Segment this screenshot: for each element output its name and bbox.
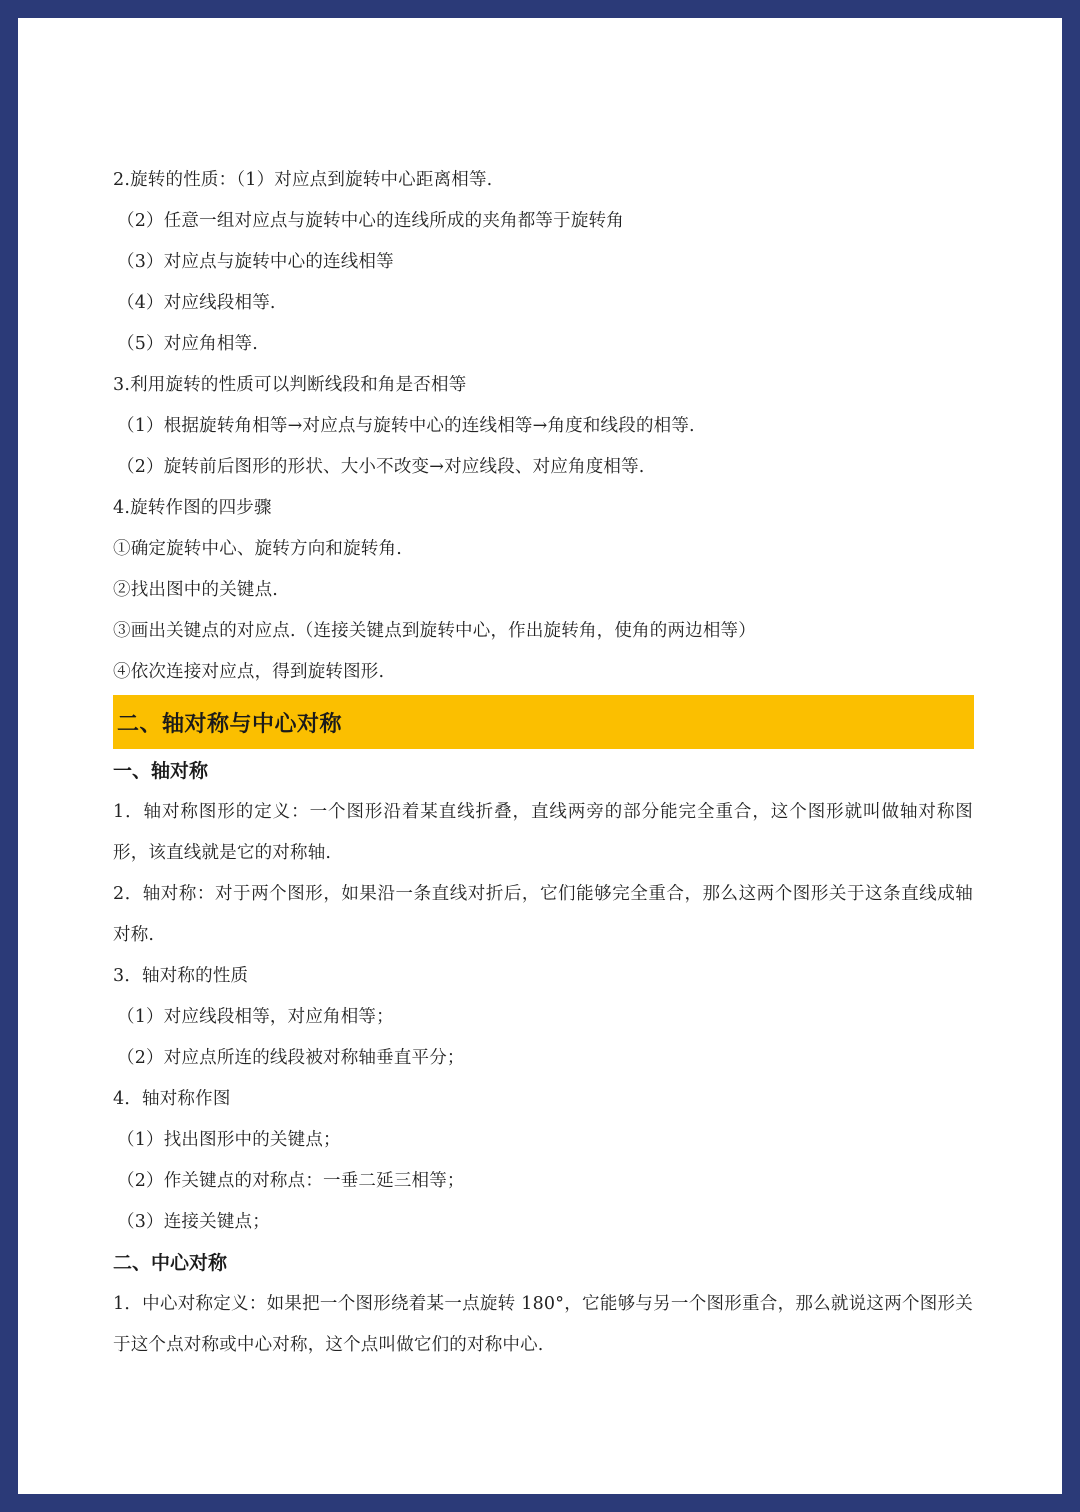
axial-figure-definition: 1．轴对称图形的定义：一个图形沿着某直线折叠，直线两旁的部分能完全重合，这个图形就叫做轴对称图形，该直线就是它的对称轴. (113, 802, 973, 863)
axial-property-item: （1）对应线段相等，对应角相等； (117, 1007, 394, 1027)
axial-drawing-item: （3）连接关键点； (117, 1212, 270, 1232)
section-banner-title: 二、轴对称与中心对称 (117, 711, 343, 737)
rotation-judge-item: （2）旋转前后图形的形状、大小不改变→对应线段、对应角度相等. (117, 457, 645, 477)
axial-drawing-item: （2）作关键点的对称点：一垂二延三相等； (117, 1171, 465, 1191)
axial-drawing-item: （1）找出图形中的关键点； (117, 1130, 341, 1150)
rotation-judge-item: （1）根据旋转角相等→对应点与旋转中心的连线相等→角度和线段的相等. (117, 416, 695, 436)
rotation-property-item: （5）对应角相等. (117, 334, 258, 354)
rotation-property-item: （3）对应点与旋转中心的连线相等 (117, 252, 394, 272)
axial-symmetry-heading: 一、轴对称 (113, 760, 209, 782)
rotation-step-item: ③画出关键点的对应点.（连接关键点到旋转中心，作出旋转角，使角的两边相等） (113, 621, 756, 641)
section-banner (113, 695, 974, 749)
rotation-step-item: ②找出图中的关键点. (113, 580, 279, 600)
axial-symmetry-definition: 2．轴对称：对于两个图形，如果沿一条直线对折后，它们能够完全重合，那么这两个图形关于这条直线成轴对称. (113, 884, 973, 945)
document-page (18, 18, 1062, 1494)
rotation-property-item: （4）对应线段相等. (117, 293, 276, 313)
rotation-steps-title: 4.旋转作图的四步骤 (113, 498, 272, 518)
central-symmetry-definition: 1．中心对称定义：如果把一个图形绕着某一点旋转 180°，它能够与另一个图形重合，那么就说这两个图形关于这个点对称或中心对称，这个点叫做它们的对称中心. (113, 1294, 973, 1355)
rotation-judge-title: 3.利用旋转的性质可以判断线段和角是否相等 (113, 375, 467, 395)
rotation-property-item: （2）任意一组对应点与旋转中心的连线所成的夹角都等于旋转角 (117, 211, 624, 231)
axial-drawing-title: 4．轴对称作图 (113, 1089, 231, 1109)
axial-property-item: （2）对应点所连的线段被对称轴垂直平分； (117, 1048, 465, 1068)
rotation-step-item: ④依次连接对应点，得到旋转图形. (113, 662, 385, 682)
axial-property-title: 3．轴对称的性质 (113, 966, 249, 986)
central-symmetry-heading: 二、中心对称 (113, 1252, 228, 1274)
rotation-step-item: ①确定旋转中心、旋转方向和旋转角. (113, 539, 402, 559)
document-content (113, 160, 973, 1366)
rotation-property-title: 2.旋转的性质：（1）对应点到旋转中心距离相等. (113, 170, 493, 190)
